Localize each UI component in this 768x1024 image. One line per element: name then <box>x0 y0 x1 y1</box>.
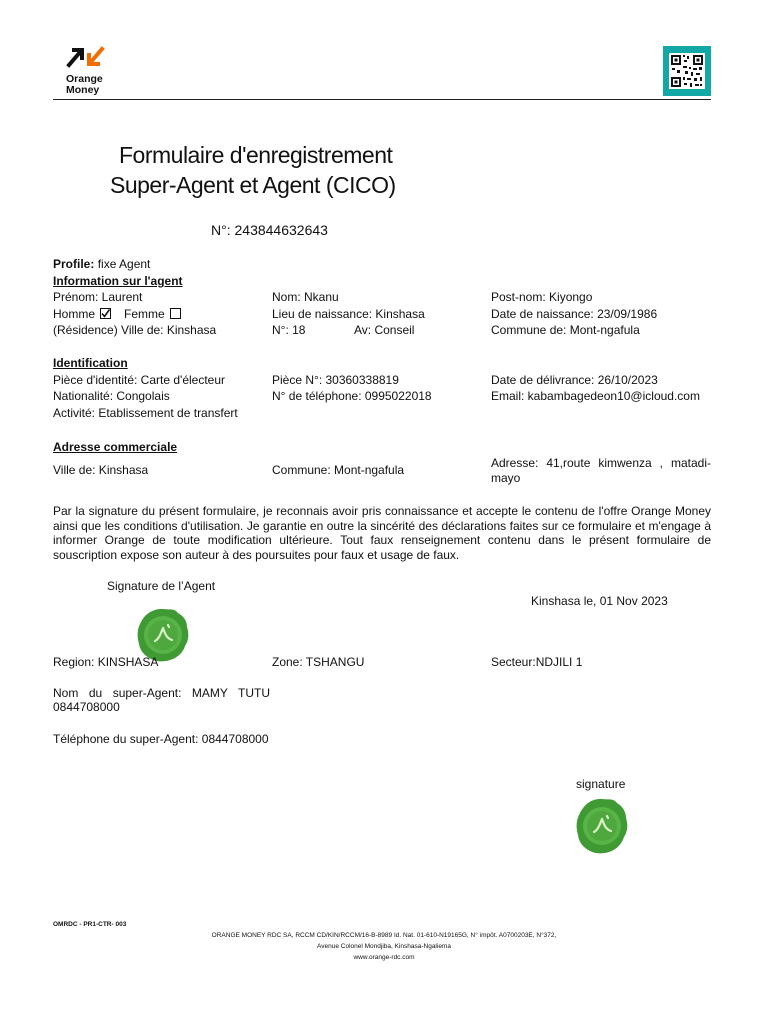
profile-label: Profile: <box>53 257 95 271</box>
super-agent-signature-label: signature <box>576 777 626 791</box>
logo-line-orange: Orange <box>66 73 103 85</box>
qr-code <box>663 46 711 96</box>
super-agent-phone: Téléphone du super-Agent: 0844708000 <box>53 732 269 746</box>
gender-homme-label: Homme <box>53 307 96 321</box>
profile-value: fixe Agent <box>97 257 151 271</box>
field-date-naissance: Date de naissance: 23/09/1986 <box>491 307 658 321</box>
form-title-line2: Super-Agent et Agent (CICO) <box>110 172 396 198</box>
field-secteur: Secteur:NDJILI 1 <box>491 655 583 669</box>
field-nationalite: Nationalité: Congolais <box>53 389 170 403</box>
declaration-paragraph: Par la signature du présent formulaire, je reconnais avoir pris connaissance et accepte le contenu de l'offre Orange Money ainsi que les conditions d'utilisation. Je garantie en outre la sincérité des déclarations faites sur ce formulaire et m'engage à informer Orange de toute modification ultérieure. Tout faux renseignement contenu dans le présent formulaire de souscription expose son auteur à des poursuites pour faux et usage de faux. <box>53 504 711 562</box>
profile <box>53 257 150 271</box>
footer-website[interactable]: www.orange-rdc.com <box>353 954 415 961</box>
form-title-line1: Formulaire d'enregistrement <box>119 142 393 168</box>
wax-seal-icon <box>575 797 629 855</box>
orange-money-logo <box>66 46 106 96</box>
field-avenue: Av: Conseil <box>354 323 415 337</box>
footer-line1: ORANGE MONEY RDC SA, RCCM CD/KIN/RCCM/16-B-8989 Id. Nat. 01-610-N19165G, N° impôt. A0700203E, N°372, <box>211 932 557 939</box>
orange-money-arrows-icon <box>66 46 106 68</box>
field-nom: Nom: Nkanu <box>272 290 339 304</box>
field-telephone: N° de téléphone: 0995022018 <box>272 389 432 403</box>
femme-checkbox[interactable] <box>170 308 181 319</box>
form-number-label: N°: <box>211 222 231 238</box>
adresse-line1: Adresse: 41,route kimwenza , matadi- <box>491 456 711 470</box>
header-divider <box>53 99 711 100</box>
super-agent-signature-seal <box>575 797 629 860</box>
section-identification: Identification <box>53 356 128 370</box>
field-date-delivrance: Date de délivrance: 26/10/2023 <box>491 373 658 387</box>
qr-code-icon <box>663 46 711 96</box>
form-number <box>211 222 328 239</box>
field-adresse-commerciale <box>491 456 711 486</box>
adresse-line2: mayo <box>491 471 521 485</box>
checkmark-icon <box>101 309 110 318</box>
homme-checkbox[interactable] <box>100 308 111 319</box>
field-region: Region: KINSHASA <box>53 655 159 669</box>
section-adresse-commerciale: Adresse commerciale <box>53 440 178 454</box>
super-agent-name-line1: Nom du super-Agent: MAMY TUTU <box>53 686 270 700</box>
gender-femme-label: Femme <box>124 307 165 321</box>
field-zone: Zone: TSHANGU <box>272 655 365 669</box>
field-numero: N°: 18 <box>272 323 306 337</box>
document-code: OMRDC - PR1-CTR- 003 <box>53 921 127 928</box>
super-agent-name <box>53 686 270 714</box>
field-lieu-naissance: Lieu de naissance: Kinshasa <box>272 307 425 321</box>
agent-signature-label: Signature de l’Agent <box>107 579 216 593</box>
field-piece-identite: Pièce d'identité: Carte d'électeur <box>53 373 226 387</box>
field-activite: Activité: Etablissement de transfert <box>53 406 238 420</box>
field-piece-numero: Pièce N°: 30360338819 <box>272 373 399 387</box>
field-prenom: Prénom: Laurent <box>53 290 143 304</box>
section-agent-info: Information sur l'agent <box>53 274 183 288</box>
field-ville-commerciale: Ville de: Kinshasa <box>53 463 149 477</box>
super-agent-name-line2: 0844708000 <box>53 700 120 714</box>
field-commune-commerciale: Commune: Mont-ngafula <box>272 463 405 477</box>
footer-line2: Avenue Colonel Mondjiba, Kinshasa-Ngaliema <box>317 943 451 950</box>
field-residence: (Résidence) Ville de: Kinshasa <box>53 323 217 337</box>
field-email: Email: kabambagedeon10@icloud.com <box>491 389 700 403</box>
gender-row <box>53 307 181 321</box>
field-commune: Commune de: Mont-ngafula <box>491 323 640 337</box>
form-number-value: 243844632643 <box>234 222 328 238</box>
field-postnom: Post-nom: Kiyongo <box>491 290 593 304</box>
logo-line-money: Money <box>66 84 100 96</box>
place-date: Kinshasa le, 01 Nov 2023 <box>531 594 668 608</box>
